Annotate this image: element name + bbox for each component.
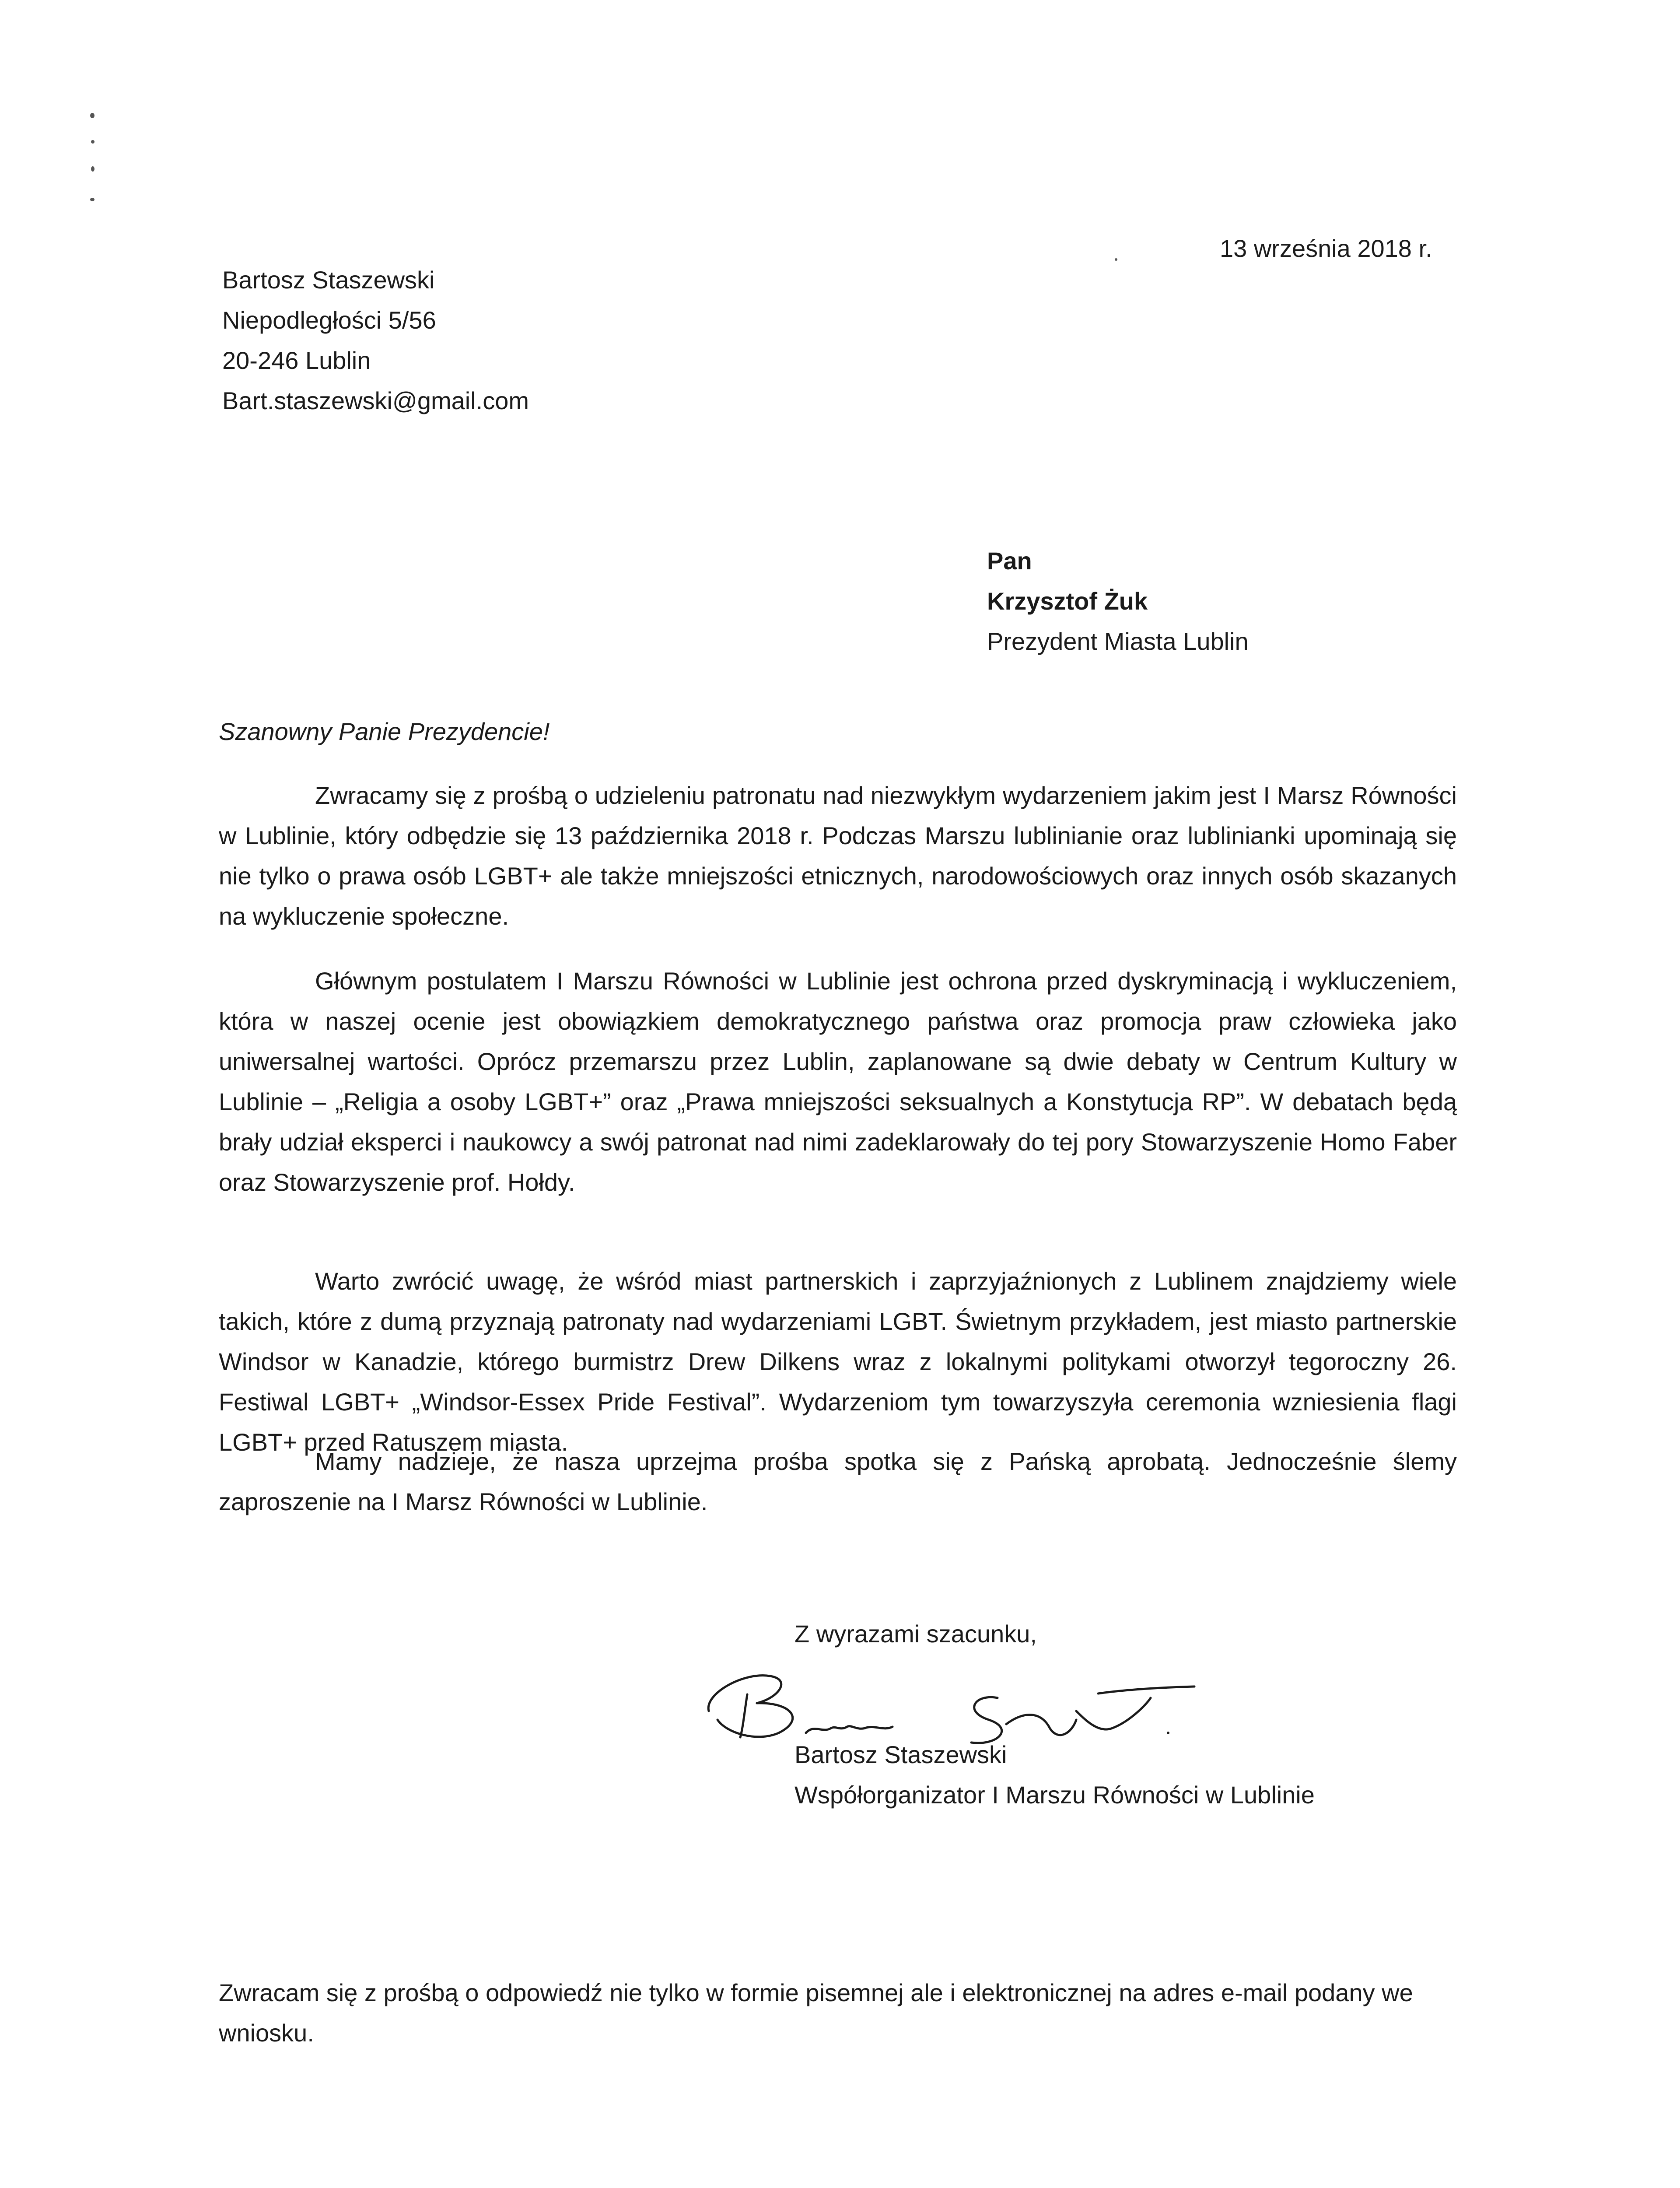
body-paragraph-1: Zwracamy się z prośbą o udzieleniu patronatu nad niezwykłym wydarzeniem jakim jest I Marsz Równości w Lublinie, który odbędzie się 13 października 2018 r. Podczas Marszu lublinianie oraz lublinianki upominają się nie tylko o prawa osób LGBT+ ale także mniejszości etnicznych, narodowościowych oraz innych osób skazanych na wykluczenie społeczne. (219, 782, 1457, 930)
signatory-role: Współorganizator I Marszu Równości w Lublinie (794, 1781, 1315, 1809)
closing-regards: Z wyrazami szacunku, (794, 1620, 1037, 1648)
signatory-name: Bartosz Staszewski (794, 1741, 1007, 1768)
footer-note: Zwracam się z prośbą o odpowiedź nie tylko w formie pisemnej ale i elektronicznej na adres e-mail podany we wniosku. (219, 1979, 1413, 2047)
body-paragraph-4: Mamy nadzieje, że nasza uprzejma prośba spotka się z Pańską aprobatą. Jednocześnie ślemy zaproszenie na I Marsz Równości w Lublinie. (219, 1448, 1457, 1515)
sender-name: Bartosz Staszewski (222, 266, 435, 294)
sender-email: Bart.staszewski@gmail.com (222, 387, 529, 414)
body-paragraph-2: Głównym postulatem I Marszu Równości w Lublinie jest ochrona przed dyskryminacją i wykluczeniem, która w naszej ocenie jest obowiązkiem demokratycznego państwa oraz promocja praw człowieka jako uniwersalnej wartości. Oprócz przemarszu przez Lublin, zaplanowane są dwie debaty w Centrum Kultury w Lublinie – „Religia a osoby LGBT+” oraz „Prawa mniejszości seksualnych a Konstytucja RP”. W debatach będą brały udział eksperci i naukowcy a swój patronat nad nimi zadeklarowały do tej pory Stowarzyszenie Homo Faber oraz Stowarzyszenie prof. Hołdy. (219, 967, 1457, 1196)
letter-date: 13 września 2018 r. (1220, 235, 1432, 262)
recipient-name: Krzysztof Żuk (987, 587, 1148, 615)
recipient-title: Prezydent Miasta Lublin (987, 628, 1249, 655)
greeting: Szanowny Panie Prezydencie! (219, 718, 550, 745)
sender-street: Niepodległości 5/56 (222, 306, 436, 334)
body-paragraph-3: Warto zwrócić uwagę, że wśród miast partnerskich i zaprzyjaźnionych z Lublinem znajdziemy wiele takich, które z dumą przyznają patronaty nad wydarzeniami LGBT. Świetnym przykładem, jest miasto partnerskie Windsor w Kanadzie, którego burmistrz Drew Dilkens wraz z lokalnymi politykami otworzył tegoroczny 26. Festiwal LGBT+ „Windsor-Essex Pride Festival”. Wydarzeniom tym towarzyszyła ceremonia wzniesienia flagi LGBT+ przed Ratuszem miasta. (219, 1267, 1457, 1456)
recipient-salutation: Pan (987, 547, 1032, 575)
signature-text: Bartosz Staszewski (691, 1645, 695, 1646)
sender-city: 20-246 Lublin (222, 347, 371, 374)
